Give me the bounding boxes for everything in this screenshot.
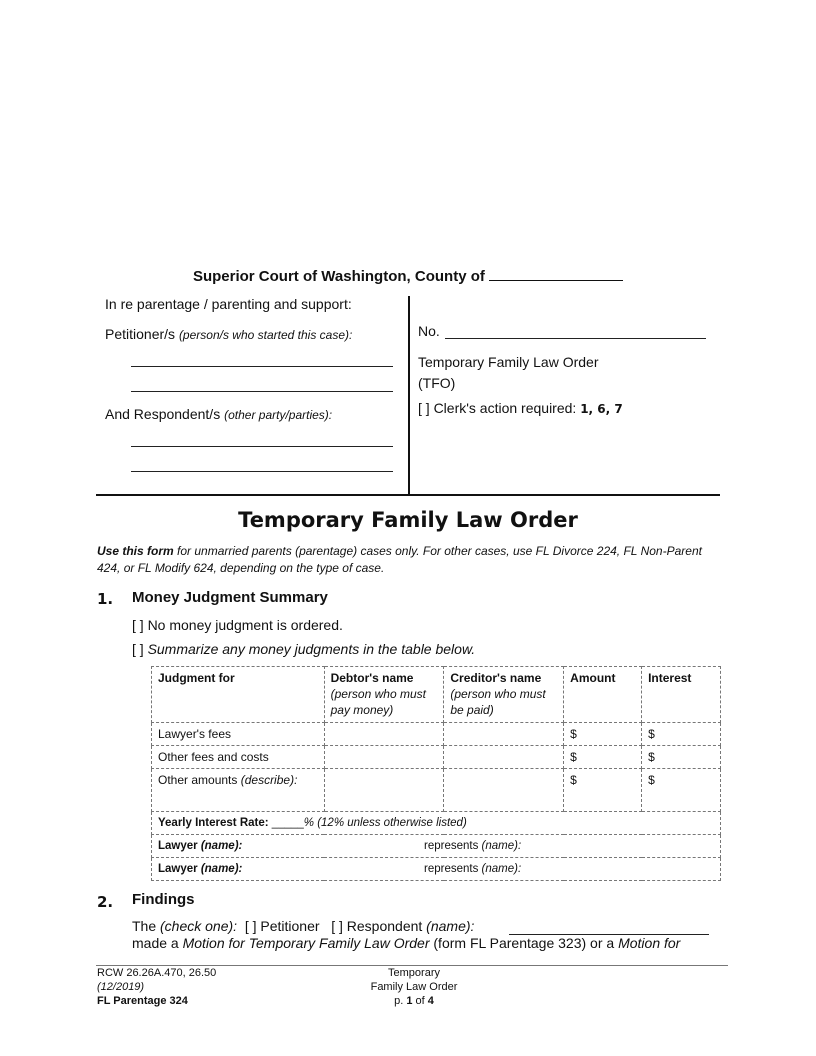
interest-cell[interactable]: $ <box>642 746 721 769</box>
interest-cell[interactable]: $ <box>642 769 721 812</box>
no-judgment-option[interactable]: [ ] No money judgment is ordered. <box>132 617 343 633</box>
table-row: Lawyer's fees $ $ <box>152 723 721 746</box>
amount-cell[interactable]: $ <box>564 769 642 812</box>
respondent-name-line-1[interactable] <box>131 446 393 447</box>
form-name: Temporary Family Law Order (TFO) <box>418 354 599 391</box>
section-1-title: Money Judgment Summary <box>132 589 328 606</box>
section-1-number: 1. <box>97 590 114 608</box>
county-blank[interactable] <box>489 268 623 281</box>
table-row: Other fees and costs $ $ <box>152 746 721 769</box>
header-debtor: Debtor's name (person who must pay money) <box>324 667 444 723</box>
lawyer-row: Lawyer (name): represents (name): <box>152 858 721 881</box>
section-2-title: Findings <box>132 891 195 908</box>
debtor-cell[interactable] <box>324 769 444 812</box>
clerk-action: [ ] Clerk's action required: 1, 6, 7 <box>418 400 623 416</box>
debtor-cell[interactable] <box>324 746 444 769</box>
header-amount: Amount <box>564 667 642 723</box>
table-row: Other amounts (describe): $ $ <box>152 769 721 812</box>
table-header-row <box>152 667 721 723</box>
amount-cell[interactable]: $ <box>564 723 642 746</box>
interest-cell[interactable]: $ <box>642 723 721 746</box>
lawyer-row: Lawyer (name): represents (name): <box>152 835 721 858</box>
in-re-label: In re parentage / parenting and support: <box>105 296 352 312</box>
findings-line-2: made a Motion for Temporary Family Law Order (form FL Parentage 323) or a Motion for <box>132 935 681 951</box>
debtor-cell[interactable] <box>324 723 444 746</box>
interest-rate-row: Yearly Interest Rate: _____% (12% unless otherwise listed) <box>152 812 721 835</box>
case-number-label: No. <box>418 323 440 339</box>
checkbox[interactable]: [ ] <box>132 641 144 657</box>
footer-center: Temporary Family Law Order p. 1 of 4 <box>314 966 514 1008</box>
intro-text: Use this form for unmarried parents (parentage) cases only. For other cases, use FL Divorce 224, FL Non-Parent 424, or FL Modify 624, depending on the type of case. <box>97 544 702 575</box>
money-judgment-table <box>151 666 721 881</box>
creditor-cell[interactable] <box>444 769 564 812</box>
creditor-cell[interactable] <box>444 746 564 769</box>
case-number-line[interactable] <box>445 338 706 339</box>
petitioner-label: Petitioner/s (person/s who started this case): <box>105 326 353 342</box>
findings-line-1: The (check one): [ ] Petitioner [ ] Respondent (name): <box>132 918 475 934</box>
footer-left: RCW 26.26A.470, 26.50 (12/2019) FL Parentage 324 <box>97 967 217 1007</box>
respondent-label: And Respondent/s (other party/parties): <box>105 406 333 422</box>
checkbox[interactable]: [ ] <box>132 617 144 633</box>
petitioner-name-line-2[interactable] <box>131 391 393 392</box>
page-number: p. 1 of 4 <box>394 995 434 1007</box>
header-judgment-for: Judgment for <box>152 667 325 723</box>
petitioner-name-line-1[interactable] <box>131 366 393 367</box>
court-title: Superior Court of Washington, County of <box>0 268 816 285</box>
document-title: Temporary Family Law Order <box>238 508 578 532</box>
header-creditor: Creditor's name (person who must be paid) <box>444 667 564 723</box>
party-checkboxes[interactable]: [ ] Petitioner [ ] Respondent <box>237 918 427 934</box>
header-interest: Interest <box>642 667 721 723</box>
respondent-name-line-2[interactable] <box>131 471 393 472</box>
amount-cell[interactable]: $ <box>564 746 642 769</box>
section-2-number: 2. <box>97 893 114 911</box>
caption-divider <box>408 296 410 495</box>
creditor-cell[interactable] <box>444 723 564 746</box>
clerk-action-checkbox[interactable]: [ ] <box>418 400 430 416</box>
summarize-judgment-option[interactable]: [ ] Summarize any money judgments in the table below. <box>132 641 476 657</box>
